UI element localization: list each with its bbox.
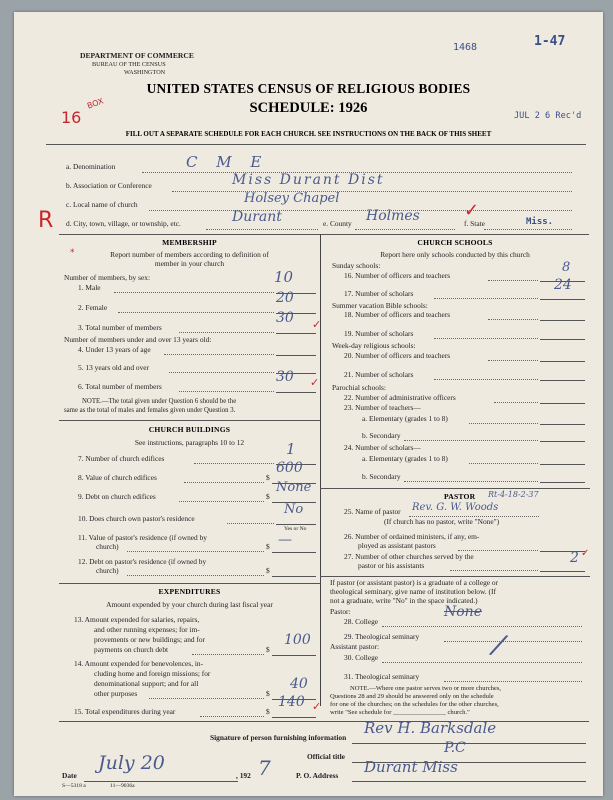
sunday-label: Sunday schools:	[332, 261, 381, 270]
q28-value: None	[444, 604, 482, 620]
q18-label: 18. Number of officers and teachers	[344, 310, 451, 319]
header-divider	[46, 144, 586, 145]
q27-label-1: 27. Number of other churches served by the	[344, 552, 474, 561]
q9-label: 9. Debt on church edifices	[78, 492, 156, 501]
schedule-title: SCHEDULE: 1926	[249, 100, 368, 116]
corner-number: 1-47	[534, 34, 566, 49]
q1-label: 1. Male	[78, 283, 101, 292]
q6-label: 6. Total number of members	[78, 382, 162, 391]
under-over-label: Number of members under and over 13 years old:	[64, 335, 212, 344]
q3-value: 30	[276, 310, 294, 326]
graduate-note-2: theological seminary, give name of institution below. (If	[330, 587, 496, 596]
buildings-heading: CHURCH BUILDINGS	[148, 425, 231, 434]
q23-label: 23. Number of teachers—	[344, 403, 421, 412]
q24b-label: b. Secondary	[362, 472, 401, 481]
state-value: Miss.	[526, 217, 554, 227]
q21-label: 21. Number of scholars	[344, 370, 414, 379]
q30-slash-mark: /	[489, 627, 508, 662]
pastor-note-1: NOTE.—Where one pastor serves two or more churches,	[350, 685, 502, 692]
year-digit: 7	[258, 756, 271, 780]
q27-value: 2	[570, 550, 579, 566]
q11-label-2: church)	[96, 542, 119, 551]
q3-label: 3. Total number of members	[78, 323, 162, 332]
association-value: Miss Durant Dist	[232, 172, 385, 188]
bureau-label: BUREAU OF THE CENSUS	[92, 61, 166, 68]
expenditures-heading: EXPENDITURES	[158, 587, 221, 596]
city-label: WASHINGTON	[124, 69, 166, 76]
r-mark: R	[38, 208, 54, 233]
q26-label-1: 26. Number of ordained ministers, if any, em-	[344, 532, 480, 541]
schools-heading: CHURCH SCHOOLS	[417, 238, 493, 247]
q17-value: 24	[554, 277, 572, 293]
q2-value: 20	[276, 290, 294, 306]
q26-label-2: ployed as assistant pastors	[358, 541, 436, 550]
instruction-line: FILL OUT A SEPARATE SCHEDULE FOR EACH CHURCH. SEE INSTRUCTIONS ON THE BACK OF THIS SHEET	[125, 130, 492, 138]
department-label: DEPARTMENT OF COMMERCE	[80, 51, 194, 60]
membership-note-1: NOTE.—The total given under Question 6 should be the	[82, 398, 237, 405]
city-town-value: Durant	[232, 209, 282, 225]
by-sex-label: Number of members, by sex:	[64, 273, 150, 282]
q17-label: 17. Number of scholars	[344, 289, 414, 298]
pastor-annotation: Rt-4-18-2-37	[488, 490, 539, 499]
pastor-note-3: for one of the churches; on the schedules for the other churches,	[330, 701, 499, 708]
q23a-label: a. Elementary (grades 1 to 8)	[362, 414, 448, 423]
box-number-mark: 16	[61, 108, 82, 127]
census-schedule-page: DEPARTMENT OF COMMERCE BUREAU OF THE CENSUS WASHINGTON 1468 1-47 UNITED STATES CENSUS OF RELIGIOUS BODIES SCHEDULE: 1926 16 BOX JUL 2 6 Rec'd FILL OUT A SEPARATE SCHEDULE FOR EACH CHURCH. SEE INSTRUCTIONS ON THE BACK OF THIS SHEET a. Denomination C M E b. Association or Conference Miss Durant Dist c. Local name of church Holsey Chapel R d. City, town, village, or township, etc. Durant e. County Holmes ✓ f. State Miss. MEMBERSHIP Report number of members according to definition of member in your church * Number of members, by sex: 1. Male 10 2. Female 20 3. Total number of members 30 ✓ Number of members under and over 13 years old: 4. Under 13 years of age 5. 13 years old and over 6. Total number of members 30 ✓ NOTE.—The total given under Question 6 should be the same as the total of males and females given under Question 3. CHURCH BUILDINGS See instructions, paragraphs 10 to 12 7. Number of church edifices 1 8. Value of church edifices $ 600 9. Debt on church edifices $ None 10. Does church own pastor's residence No Yes or No 11. Value of pastor's residence (if owned by church) $ — 12. Debt on pastor's residence (if owned by church) $ EXPENDITURES Amount expended by your church during last fiscal year 13. Amount expended for salaries, repairs, and other running expenses; for im- provements or new buildings; and for payments on church debt $ 100 14. Amount expended for benevolences, in- cluding home and foreign missions; for denominational support; and for all other purposes $ 40 15. Total expenditures during year $ 140 ✓ CHURCH SCHOOLS Report here only schools conducted by this church Sunday schools: 16. Number of officers and teachers 8 17. Number of scholars 24 Summer vacation Bible schools: 18. Number of officers and teachers 19. Number of scholars Week-day religious schools: 20. Number of officers and teachers 21. Number of scholars Parochial schools: 22. Number of administrative officers 23. Number of teachers— a. Elementary (grades 1 to 8) b. Secondary 24. Number of scholars— a. Elementary (grades 1 to 8) b. Secondary PASTOR Rt-4-18-2-37 25. Name of pastor Rev. G. W. Woods (If church has no pastor, write "None") 26. Number of ordained ministers, if any, em- ployed as assistant pastors 27. Number of other churches served by the pastor or his assistants 2 ✓ If pastor (or assistant pastor) is a graduate of a college or theological seminary, give name of institution below. (If not a graduate, write "No" in the space indicated.) Pastor: 28. College None 29. Theological seminary Assistant pastor: 30. College / 31. Theological seminary NOTE.—Where one pastor serves two or more churches, Questions 28 and 29 should be answered only on the schedule for one of the churches; on the schedules for the other churches, write "See schedule for ________________ church." Signature of person furnishing information Rev H. Barksdale Official title P.C Date July 20 , 192 7 P. O. Address Durant Miss S—5318 a 11—9036a	[14, 12, 603, 796]
local-name-value: Holsey Chapel	[244, 191, 340, 206]
q16-label: 16. Number of officers and teachers	[344, 271, 451, 280]
denomination-label: a. Denomination	[66, 162, 116, 171]
q15-label: 15. Total expenditures during year	[74, 707, 176, 716]
official-title-label: Official title	[307, 752, 345, 761]
q13-label-2: and other running expenses; for im-	[94, 625, 200, 634]
check-mark: ✓	[464, 200, 480, 221]
membership-intro-2: member in your church	[154, 259, 225, 268]
page-title: UNITED STATES CENSUS OF RELIGIOUS BODIES	[146, 81, 471, 96]
q9-value: None	[276, 480, 312, 495]
q6-value: 30	[276, 369, 294, 385]
pastor-sub-label: Pastor:	[330, 607, 351, 616]
graduate-note-1: If pastor (or assistant pastor) is a graduate of a college or	[330, 578, 499, 587]
po-address-label: P. O. Address	[296, 771, 339, 780]
q11-value: —	[278, 532, 292, 548]
summer-label: Summer vacation Bible schools:	[332, 301, 428, 310]
local-name-label: c. Local name of church	[66, 200, 138, 209]
q10-label: 10. Does church own pastor's residence	[78, 514, 195, 523]
q25-label: 25. Name of pastor	[344, 507, 401, 516]
q13-label-1: 13. Amount expended for salaries, repairs,	[74, 615, 200, 624]
membership-note-2: same as the total of males and females given under Question 3.	[64, 407, 236, 414]
signature-value: Rev H. Barksdale	[364, 719, 497, 737]
q5-label: 5. 13 years old and over	[78, 363, 150, 372]
q30-label: 30. College	[344, 653, 379, 662]
county-label: e. County	[323, 219, 352, 228]
graduate-note-3: not a graduate, write "No" in the space indicated.)	[330, 596, 478, 605]
q24a-label: a. Elementary (grades 1 to 8)	[362, 454, 448, 463]
q29-label: 29. Theological seminary	[344, 632, 420, 641]
yes-no-hint: Yes or No	[284, 526, 307, 532]
membership-intro-1: Report number of members according to definition of	[110, 250, 269, 259]
q31-label: 31. Theological seminary	[344, 672, 420, 681]
pastor-heading: PASTOR	[444, 492, 476, 501]
assistant-pastor-label: Assistant pastor:	[330, 642, 380, 651]
po-address-value: Durant Miss	[364, 758, 458, 776]
association-label: b. Association or Conference	[66, 181, 152, 190]
state-label: f. State	[464, 219, 485, 228]
q14-label-3: denominational support; and for all	[94, 679, 199, 688]
q14-label-2: cluding home and foreign missions; for	[94, 669, 211, 678]
form-number: S—5318 a	[62, 783, 86, 789]
stamp-number: 1468	[453, 42, 478, 53]
received-stamp: JUL 2 6 Rec'd	[514, 111, 582, 121]
q8-value: 600	[276, 460, 303, 476]
q15-value: 140	[278, 694, 305, 710]
date-label: Date	[62, 771, 77, 780]
pastor-note-2: Questions 28 and 29 should be answered only on the schedule	[330, 693, 494, 700]
membership-heading: MEMBERSHIP	[162, 238, 217, 247]
q19-label: 19. Number of scholars	[344, 329, 414, 338]
q7-label: 7. Number of church edifices	[78, 454, 165, 463]
q13-label-4: payments on church debt	[94, 645, 169, 654]
box-label-mark: BOX	[85, 96, 105, 111]
signature-label: Signature of person furnishing information	[210, 733, 347, 742]
q1-value: 10	[274, 268, 294, 286]
q13-value: 100	[284, 632, 311, 648]
q25-note: (If church has no pastor, write "None")	[384, 517, 500, 526]
q2-label: 2. Female	[78, 303, 108, 312]
q8-label: 8. Value of church edifices	[78, 473, 157, 482]
q27-label-2: pastor or his assistants	[358, 561, 425, 570]
column-divider	[320, 234, 321, 706]
q23b-label: b. Secondary	[362, 431, 401, 440]
q10-value: No	[284, 502, 304, 517]
q16-value: 8	[562, 260, 571, 275]
buildings-sub: See instructions, paragraphs 10 to 12	[134, 438, 245, 447]
q14-value: 40	[290, 676, 308, 692]
weekday-label: Week-day religious schools:	[332, 341, 416, 350]
q14-label-1: 14. Amount expended for benevolences, in-	[74, 659, 204, 668]
denomination-value: C M E	[186, 153, 269, 171]
schools-intro: Report here only schools conducted by this church	[380, 250, 530, 259]
county-value: Holmes	[366, 208, 420, 224]
date-value: July 20	[98, 752, 165, 774]
city-town-label: d. City, town, village, or township, etc.	[66, 219, 181, 228]
official-title-value: P.C	[444, 740, 466, 756]
q24-label: 24. Number of scholars—	[344, 443, 421, 452]
q20-label: 20. Number of officers and teachers	[344, 351, 451, 360]
parochial-label: Parochial schools:	[332, 383, 386, 392]
expenditures-sub: Amount expended by your church during last fiscal year	[106, 600, 273, 609]
year-prefix: , 192	[236, 771, 251, 780]
q25-value: Rev. G. W. Woods	[412, 502, 499, 513]
q12-label-2: church)	[96, 566, 119, 575]
q22-label: 22. Number of administrative officers	[344, 393, 456, 402]
pastor-note-4: write "See schedule for ________________ church."	[330, 709, 470, 716]
q12-label-1: 12. Debt on pastor's residence (if owned by	[78, 557, 207, 566]
form-code: 11—9036a	[110, 783, 135, 789]
q11-label-1: 11. Value of pastor's residence (if owned by	[78, 533, 207, 542]
q14-label-4: other purposes	[94, 689, 138, 698]
q4-label: 4. Under 13 years of age	[78, 345, 151, 354]
q28-label: 28. College	[344, 617, 379, 626]
q7-value: 1	[286, 440, 296, 458]
q13-label-3: provements or new buildings; and for	[94, 635, 206, 644]
